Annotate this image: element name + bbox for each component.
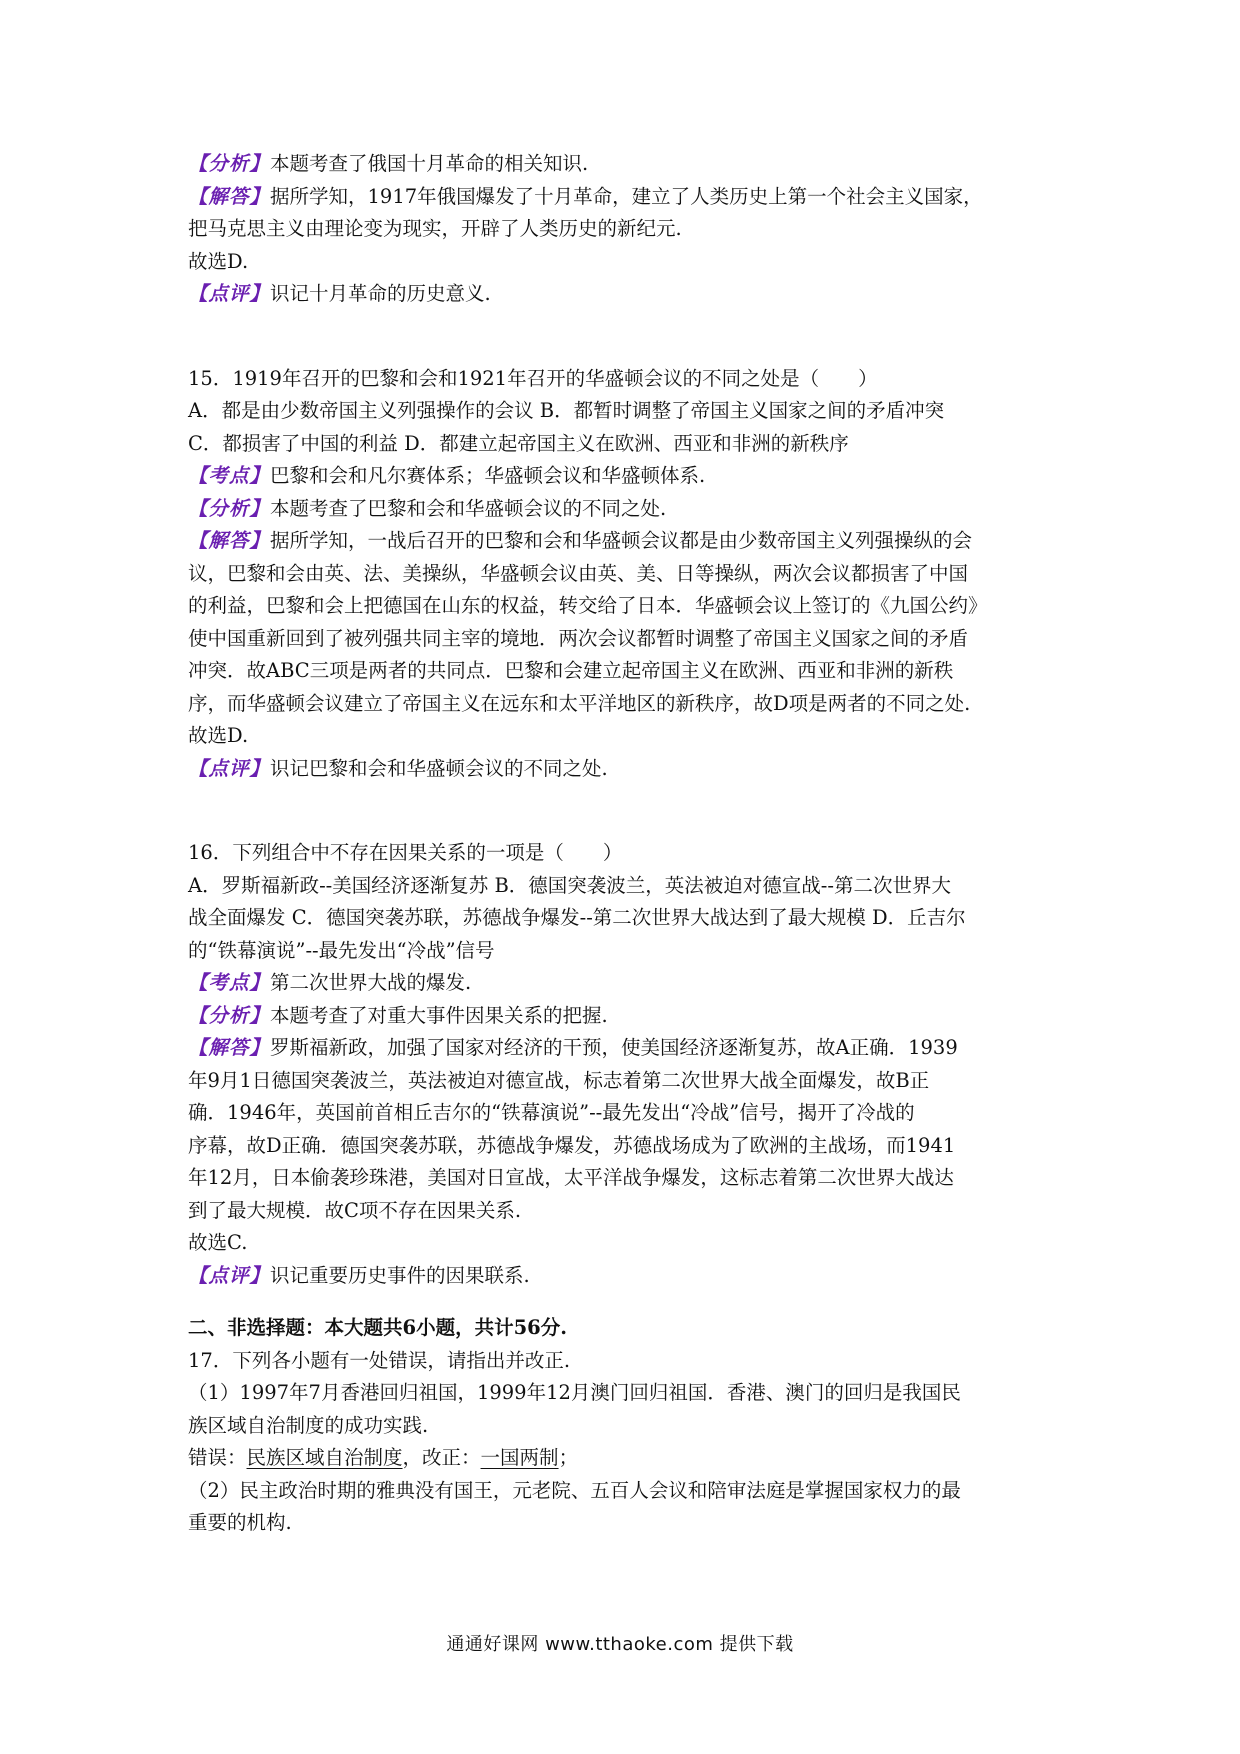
answer-text-line: 罗斯福新政，加强了国家对经济的干预，使美国经济逐渐复苏，故A正确．1939 bbox=[270, 1036, 958, 1059]
q15-stem: 15．1919年召开的巴黎和会和1921年召开的华盛顿会议的不同之处是（ ） bbox=[188, 366, 878, 390]
q17-1-text: （1）1997年7月香港回归祖国，1999年12月澳门回归祖国．香港、澳门的回归是我国民 bbox=[188, 1381, 961, 1404]
key-point-text: 第二次世界大战的爆发. bbox=[270, 971, 472, 994]
q16-analysis bbox=[188, 1000, 1058, 1033]
error-value: 民族区域自治制度 bbox=[246, 1446, 403, 1469]
document-page bbox=[188, 148, 1058, 1540]
q17-1-text: 族区域自治制度的成功实践. bbox=[188, 1413, 429, 1437]
answer-tag: 【解答】 bbox=[188, 184, 271, 208]
q16-choice: 故选C. bbox=[188, 1231, 248, 1254]
q16-key-point bbox=[188, 967, 1058, 1000]
q16-answer-explanation bbox=[188, 1032, 1058, 1065]
answer-text-line: 据所学知，一战后召开的巴黎和会和华盛顿会议都是由少数帝国主义列强操纵的会 bbox=[270, 529, 973, 552]
q14-choice: 故选D. bbox=[188, 249, 249, 273]
q15-options: A．都是由少数帝国主义列强操作的会议 B．都暂时调整了帝国主义国家之间的矛盾冲突 bbox=[188, 399, 945, 422]
q14-analysis bbox=[188, 148, 1058, 181]
answer-text-line: 使中国重新回到了被列强共同主宰的境地．两次会议都暂时调整了帝国主义国家之间的矛盾 bbox=[188, 626, 969, 650]
answer-tag: 【解答】 bbox=[188, 529, 271, 552]
q15-choice: 故选D. bbox=[188, 724, 249, 747]
analysis-tag: 【分析】 bbox=[188, 496, 271, 520]
answer-text-line: 到了最大规模．故C项不存在因果关系. bbox=[188, 1198, 522, 1222]
q15-analysis bbox=[188, 493, 1058, 526]
key-point-text: 巴黎和会和凡尔赛体系；华盛顿会议和华盛顿体系. bbox=[270, 464, 706, 487]
comment-text: 识记巴黎和会和华盛顿会议的不同之处. bbox=[270, 756, 608, 780]
q17-2-text: （2）民主政治时期的雅典没有国王，元老院、五百人会议和陪审法庭是掌握国家权力的最 bbox=[188, 1478, 961, 1502]
q15-answer-explanation bbox=[188, 525, 1058, 558]
answer-text-line: 把马克思主义由理论变为现实，开辟了人类历史的新纪元. bbox=[188, 217, 682, 240]
q14-comment bbox=[188, 278, 1058, 311]
comment-tag: 【点评】 bbox=[188, 1263, 271, 1287]
fix-label: ，改正： bbox=[402, 1446, 481, 1469]
analysis-text: 本题考查了俄国十月革命的相关知识. bbox=[270, 152, 589, 175]
fix-value: 一国两制 bbox=[480, 1446, 559, 1469]
answer-text-line: 年12月，日本偷袭珍珠港，美国对日宣战，太平洋战争爆发，这标志着第二次世界大战达 bbox=[188, 1166, 954, 1189]
key-point-tag: 【考点】 bbox=[188, 971, 271, 994]
q16-comment bbox=[188, 1260, 1058, 1293]
analysis-text: 本题考查了巴黎和会和华盛顿会议的不同之处. bbox=[270, 496, 667, 520]
comment-text: 识记十月革命的历史意义. bbox=[270, 282, 491, 305]
analysis-tag: 【分析】 bbox=[188, 1003, 271, 1027]
answer-text-line: 确．1946年，英国前首相丘吉尔的“铁幕演说”--最先发出“冷战”信号，揭开了冷战的 bbox=[188, 1101, 915, 1124]
q17-2-text: 重要的机构. bbox=[188, 1511, 292, 1534]
answer-text-line: 年9月1日德国突袭波兰，英法被迫对德宣战，标志着第二次世界大战全面爆发，故B正 bbox=[188, 1068, 930, 1092]
q15-options: C．都损害了中国的利益 D．都建立起帝国主义在欧洲、西亚和非洲的新秩序 bbox=[188, 431, 849, 455]
analysis-tag: 【分析】 bbox=[188, 152, 271, 175]
section-title: 二、非选择题：本大题共6小题，共计56分. bbox=[188, 1316, 567, 1339]
q15-key-point bbox=[188, 460, 1058, 493]
comment-tag: 【点评】 bbox=[188, 756, 271, 780]
answer-text-line: 据所学知，1917年俄国爆发了十月革命，建立了人类历史上第一个社会主义国家， bbox=[270, 184, 983, 208]
q17-1-correction bbox=[188, 1442, 1058, 1475]
answer-tag: 【解答】 bbox=[188, 1036, 271, 1059]
answer-text-line: 冲突．故ABC三项是两者的共同点．巴黎和会建立起帝国主义在欧洲、西亚和非洲的新秩 bbox=[188, 659, 954, 682]
comment-text: 识记重要历史事件的因果联系. bbox=[270, 1263, 530, 1287]
fix-end: ； bbox=[558, 1446, 579, 1469]
error-label: 错误： bbox=[188, 1446, 247, 1469]
q14-answer-explanation bbox=[188, 181, 1058, 214]
q16-options: A．罗斯福新政--美国经济逐渐复苏 B．德国突袭波兰，英法被迫对德宣战--第二次世界大 bbox=[188, 873, 951, 897]
page-footer: 通通好课网 www.tthaoke.com 提供下载 bbox=[446, 1634, 794, 1655]
q16-options: 战全面爆发 C．德国突袭苏联，苏德战争爆发--第二次世界大战达到了最大规模 D．丘吉尔 bbox=[188, 906, 966, 929]
analysis-text: 本题考查了对重大事件因果关系的把握. bbox=[270, 1003, 608, 1027]
q16-options: 的“铁幕演说”--最先发出“冷战”信号 bbox=[188, 938, 495, 962]
q16-stem: 16．下列组合中不存在因果关系的一项是（ ） bbox=[188, 841, 623, 864]
answer-text-line: 的利益，巴黎和会上把德国在山东的权益，转交给了日本．华盛顿会议上签订的《九国公约》 bbox=[188, 594, 988, 617]
answer-text-line: 序，而华盛顿会议建立了帝国主义在远东和太平洋地区的新秩序，故D项是两者的不同之处. bbox=[188, 691, 971, 715]
answer-text-line: 议，巴黎和会由英、法、美操纵，华盛顿会议由英、美、日等操纵，两次会议都损害了中国 bbox=[188, 561, 969, 585]
answer-text-line: 序幕，故D正确．德国突袭苏联，苏德战争爆发，苏德战场成为了欧洲的主战场，而1941 bbox=[188, 1133, 956, 1157]
q17-stem: 17．下列各小题有一处错误，请指出并改正. bbox=[188, 1348, 571, 1372]
q15-comment bbox=[188, 753, 1058, 786]
key-point-tag: 【考点】 bbox=[188, 464, 271, 487]
comment-tag: 【点评】 bbox=[188, 282, 271, 305]
